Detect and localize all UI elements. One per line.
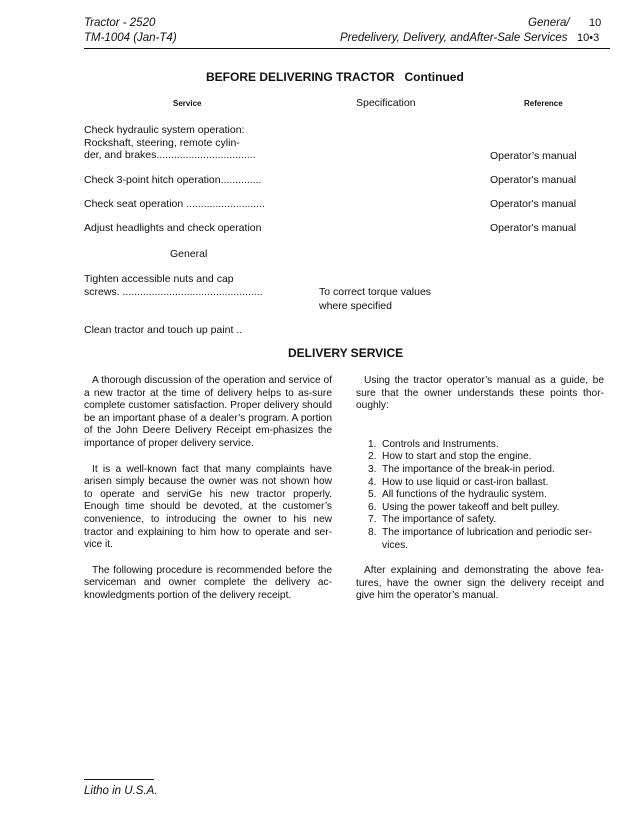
paragraph: It is a well-known fact that many complaints have arisen simply because the owner was not shown how to operate and serviGe his new tractor properly. Enough time should be devoted, at the customer’s convenience, to introducing the owner to his new tractor and explaining to him how to operate and ser-vice it.: [84, 463, 332, 551]
header-section-number: 10: [589, 17, 602, 29]
service-item-clean-paint: Clean tractor and touch up paint ..: [84, 324, 243, 336]
service-item-tighten-nuts: Tighten accessible nuts and cap screws. ................................................: [84, 273, 263, 298]
service-item-headlights: Adjust headlights and check operation: [84, 222, 262, 234]
reference-hitch: Operator's manual: [490, 174, 577, 186]
column-header-service: Service: [173, 99, 202, 108]
delivery-right-column: [356, 375, 604, 616]
header-subtitle: Predelivery, Delivery, andAfter-Sale Services: [340, 32, 568, 44]
section-title-delivery-service: DELIVERY SERVICE: [288, 346, 404, 360]
list-item: 6. Using the power takeoff and belt pulley.: [368, 501, 560, 513]
list-item: 7. The importance of safety.: [368, 514, 497, 526]
section-title-before-delivering: BEFORE DELIVERING TRACTOR Continued: [206, 70, 464, 84]
footer-litho: Litho in U.S.A.: [84, 785, 158, 797]
header-rule: [84, 48, 610, 49]
reference-headlights: Operator's manual: [490, 222, 577, 234]
list-item: 3. The importance of the break-in period.: [368, 463, 555, 475]
header-manual-id: TM-1004 (Jan-T4): [84, 32, 177, 44]
header-page-number: 10•3: [577, 32, 600, 44]
service-item-hydraulic: Check hydraulic system operation: Rockshaft, steering, remote cylin- der, and brakes..................................: [84, 124, 256, 162]
list-item: 4. How to use liquid or cast-iron ballast.: [368, 476, 549, 488]
paragraph: Using the tractor operator’s manual as a guide, be sure that the owner understands these points thor-oughly:: [356, 375, 604, 412]
general-subheading: General: [170, 248, 208, 260]
list-item: 1. Controls and Instruments.: [368, 438, 499, 450]
footer-rule: [84, 779, 154, 780]
reference-seat: Operator's manual: [490, 198, 577, 210]
specification-torque: To correct torque values where specified: [319, 286, 432, 312]
header-model: Tractor - 2520: [84, 17, 156, 29]
list-item: 8. The importance of lubrication and periodic ser-: [368, 526, 593, 538]
paragraph: A thorough discussion of the operation and service of a new tractor at the time of delivery helps to as-sure complete customer satisfaction. Proper delivery should be an important phase of a dealer’s program. A portion of the John Deere Delivery Receipt em-phasizes the importance of proper delivery service.: [84, 375, 332, 449]
service-item-seat: Check seat operation ...........................: [84, 198, 265, 210]
paragraph: After explaining and demonstrating the above fea-tures, have the owner sign the delivery receipt and give him the operator’s manual.: [356, 565, 604, 602]
list-item: 2. How to start and stop the engine.: [368, 451, 532, 463]
points-list: [356, 439, 604, 552]
list-item: 5. All functions of the hydraulic system.: [368, 489, 547, 501]
header-section: Genera/: [528, 17, 570, 29]
delivery-left-column: [84, 375, 332, 616]
service-item-hitch: Check 3-point hitch operation..............: [84, 174, 262, 186]
list-item: vices.: [382, 539, 409, 551]
paragraph: The following procedure is recommended before the serviceman and owner complete the delivery ac-knowledgments portion of the delivery receipt.: [84, 564, 332, 601]
reference-hydraulic: Operator’s manual: [490, 150, 577, 162]
column-header-reference: Reference: [524, 99, 563, 108]
column-header-specification: Specification: [356, 97, 416, 109]
